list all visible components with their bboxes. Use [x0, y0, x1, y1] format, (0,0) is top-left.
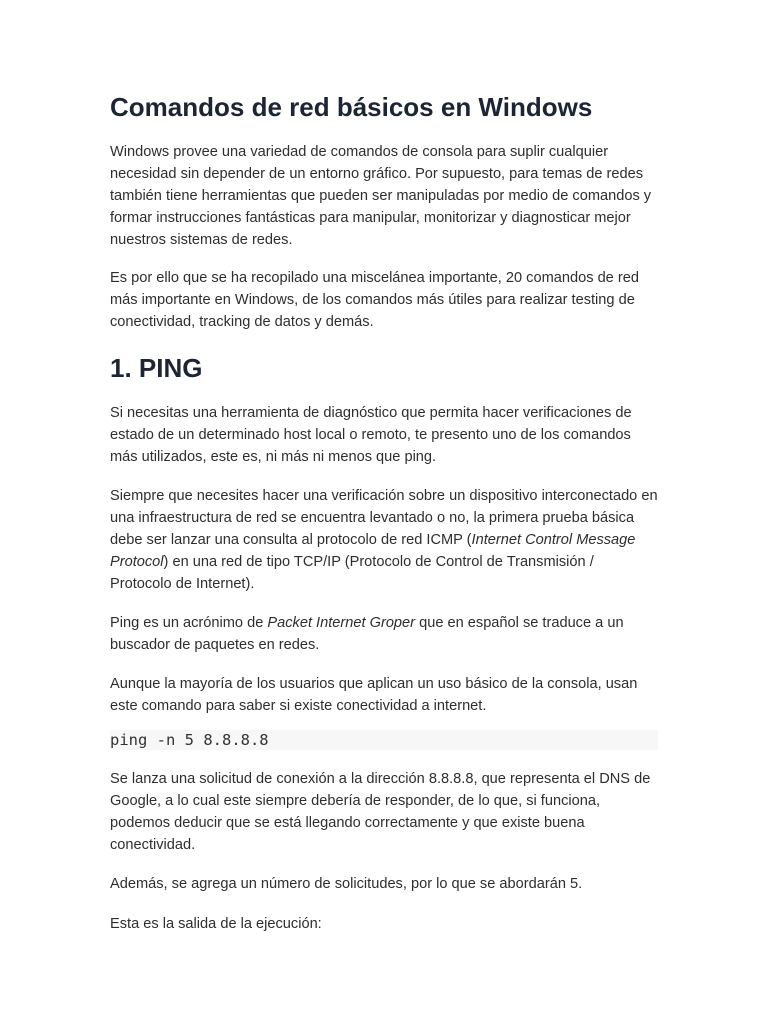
ping-acronym: Packet Internet Groper [267, 615, 416, 631]
ping-paragraph-6: Además, se agrega un número de solicitudes, por lo que se abordarán 5. [110, 876, 583, 892]
ping-paragraph-3-text-b: que en español se traduce a un buscador de paquetes en redes. [110, 615, 624, 653]
section-heading-ping: 1. PING [110, 353, 203, 383]
page-title: Comandos de red básicos en Windows [110, 92, 593, 122]
code-block: ping -n 5 8.8.8.8 [110, 730, 658, 750]
ping-paragraph-7: Esta es la salida de la ejecución: [110, 916, 322, 932]
ping-paragraph-2-text-b: ) en una red de tipo TCP/IP (Protocolo de Control de Transmisión / Protocolo de Internet). [110, 554, 594, 592]
ping-paragraph-3 [110, 612, 658, 656]
intro-paragraph-2: Es por ello que se ha recopilado una miscelánea importante, 20 comandos de red más importante en Windows, de los comandos más útiles para realizar testing de conectividad, tracking de datos y demás. [110, 270, 639, 330]
ping-paragraph-3-text-a: Ping es un acrónimo de [110, 615, 268, 631]
ping-paragraph-2-text-a: Siempre que necesites hacer una verificación sobre un dispositivo interconectado en una infraestructura de red se encuentra levantado o no, la primera prueba básica debe ser lanzar una consulta al protocolo de red ICMP ( [110, 488, 658, 548]
icmp-full-name: Internet Control Message Protocol [110, 532, 636, 570]
ping-paragraph-1: Si necesitas una herramienta de diagnóstico que permita hacer verificaciones de estado de un determinado host local o remoto, te presento uno de los comandos más utilizados, este es, ni más ni menos que ping. [110, 405, 632, 465]
ping-paragraph-4: Aunque la mayoría de los usuarios que aplican un uso básico de la consola, usan este comando para saber si existe conectividad a internet. [110, 676, 638, 714]
ping-paragraph-5: Se lanza una solicitud de conexión a la dirección 8.8.8.8, que representa el DNS de Google, a lo cual este siempre debería de responder, de lo que, si funciona, podemos deducir que se está llegando correctamente y que existe buena conectividad. [110, 771, 651, 853]
intro-paragraph-1: Windows provee una variedad de comandos de consola para suplir cualquier necesidad sin depender de un entorno gráfico. Por supuesto, para temas de redes también tiene herramientas que pueden ser manipuladas por medio de comandos y formar instrucciones fantásticas para manipular, monitorizar y diagnosticar mejor nuestros sistemas de redes. [110, 144, 652, 248]
ping-paragraph-2 [110, 485, 658, 595]
